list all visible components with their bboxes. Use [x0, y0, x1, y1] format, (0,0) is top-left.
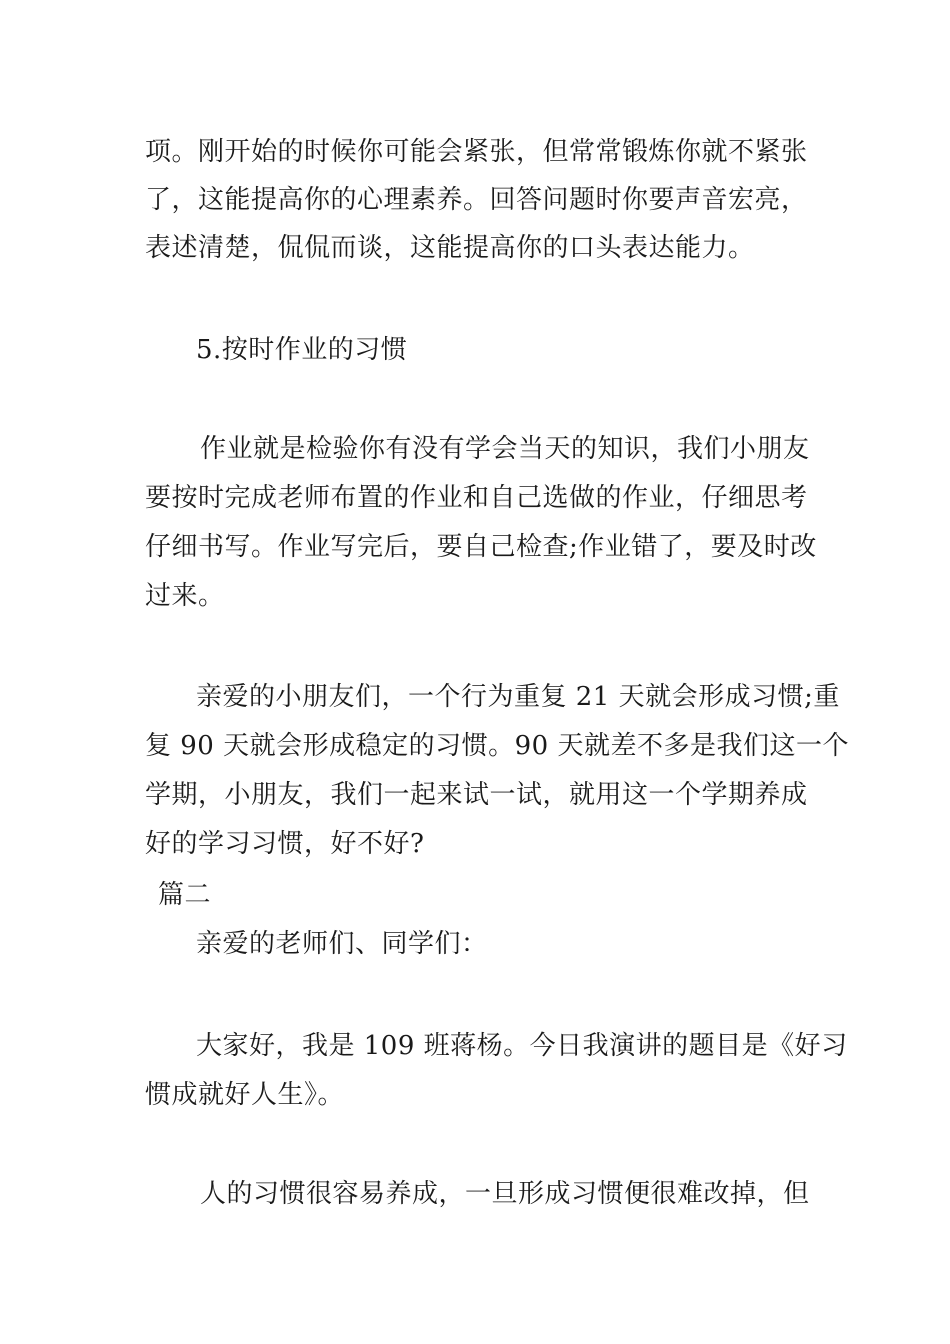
paragraph-line: 作业就是检验你有没有学会当天的知识，我们小朋友: [200, 434, 810, 464]
paragraph-line: 仔细书写。作业写完后，要自己检查;作业错了，要及时改: [145, 532, 817, 562]
paragraph-line: 大家好，我是 109 班蒋杨。今日我演讲的题目是《好习: [196, 1031, 848, 1061]
paragraph-line: 亲爱的小朋友们，一个行为重复 21 天就会形成习惯;重: [196, 682, 840, 712]
paragraph-line: 过来。: [145, 581, 225, 611]
paragraph-line: 学期，小朋友，我们一起来试一试，就用这一个学期养成: [145, 780, 808, 810]
paragraph-line: 表述清楚，侃侃而谈，这能提高你的口头表达能力。: [145, 233, 755, 263]
paragraph-line: 好的学习习惯，好不好?: [145, 829, 425, 859]
paragraph-line: 项。刚开始的时候你可能会紧张，但常常锻炼你就不紧张: [145, 137, 808, 167]
paragraph-line: 复 90 天就会形成稳定的习惯。90 天就差不多是我们这一个: [145, 731, 849, 761]
section-heading: 5.按时作业的习惯: [196, 335, 408, 365]
section-title: 篇二: [158, 880, 212, 910]
paragraph-line: 了，这能提高你的心理素养。回答问题时你要声音宏亮，: [145, 185, 808, 215]
paragraph-line: 要按时完成老师布置的作业和自己选做的作业，仔细思考: [145, 483, 808, 513]
paragraph-line: 惯成就好人生》。: [145, 1080, 345, 1110]
paragraph-line: 人的习惯很容易养成，一旦形成习惯便很难改掉，但: [200, 1179, 810, 1209]
salutation: 亲爱的老师们、同学们：: [196, 929, 488, 959]
